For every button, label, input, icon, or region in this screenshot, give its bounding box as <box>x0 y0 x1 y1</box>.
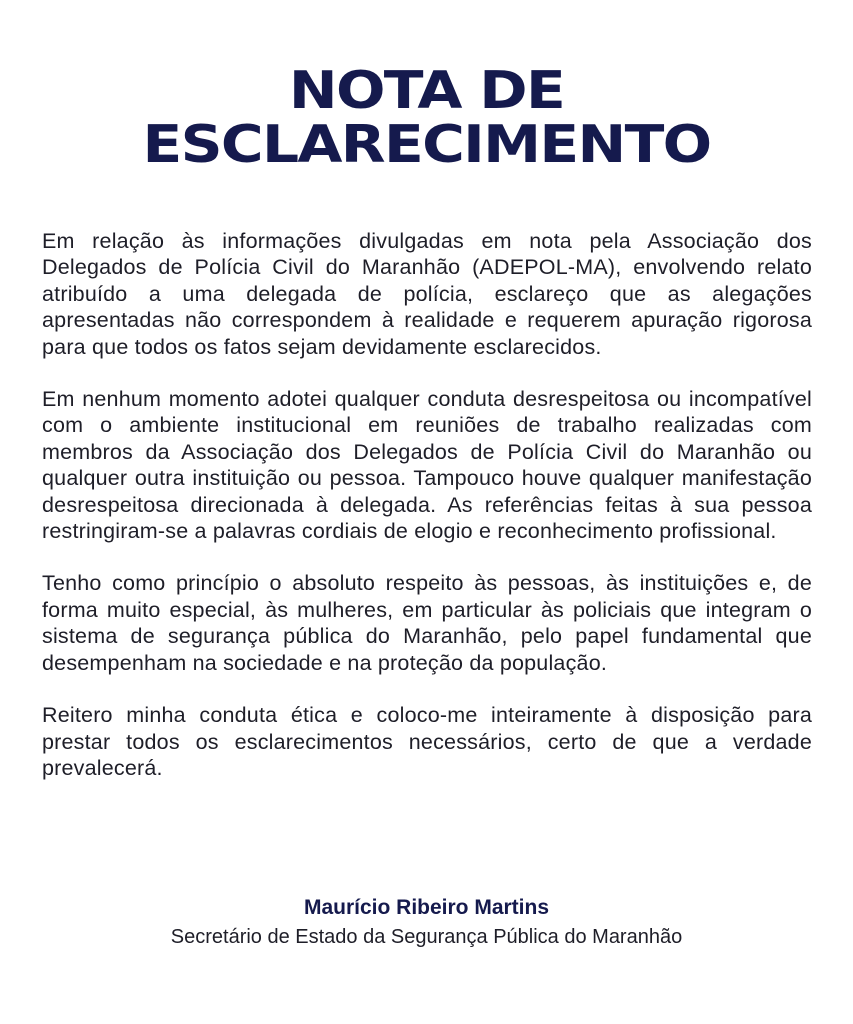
title-line-2: ESCLARECIMENTO <box>142 115 711 175</box>
signature-role: Secretário de Estado da Segurança Pública do Maranhão <box>170 926 683 948</box>
note-body <box>42 228 812 807</box>
paragraph-3: Tenho como princípio o absoluto respeito às pessoas, às instituições e, de forma muito especial, às mulheres, em particular às policiais que integram o sistema de segurança pública do Maranhão, pelo papel fundamental que desempenham na sociedade e na proteção da população. <box>42 571 812 675</box>
paragraph-1: Em relação às informações divulgadas em nota pela Associação dos Delegados de Polícia Civil do Maranhão (ADEPOL-MA), envolvendo relato atribuído a uma delegada de polícia, esclareço que as alegações apresentadas não correspondem à realidade e requerem apuração rigorosa para que todos os fatos sejam devidamente esclarecidos. <box>42 229 812 359</box>
paragraph-2: Em nenhum momento adotei qualquer conduta desrespeitosa ou incompatível com o ambiente institucional em reuniões de trabalho realizadas com membros da Associação dos Delegados de Polícia Civil do Maranhão ou qualquer outra instituição ou pessoa. Tampouco houve qualquer manifestação desrespeitosa direcionada à delegada. As referências feitas à sua pessoa restringiram-se a palavras cordiais de elogio e reconhecimento profissional. <box>42 387 812 544</box>
title-line-1: NOTA DE <box>288 61 565 121</box>
page-title <box>0 61 853 175</box>
paragraph-4: Reitero minha conduta ética e coloco-me inteiramente à disposição para prestar todos os esclarecimentos necessários, certo de que a verdade prevalecerá. <box>42 703 812 780</box>
signature-name: Maurício Ribeiro Martins <box>303 896 550 919</box>
signature-block <box>0 895 853 951</box>
